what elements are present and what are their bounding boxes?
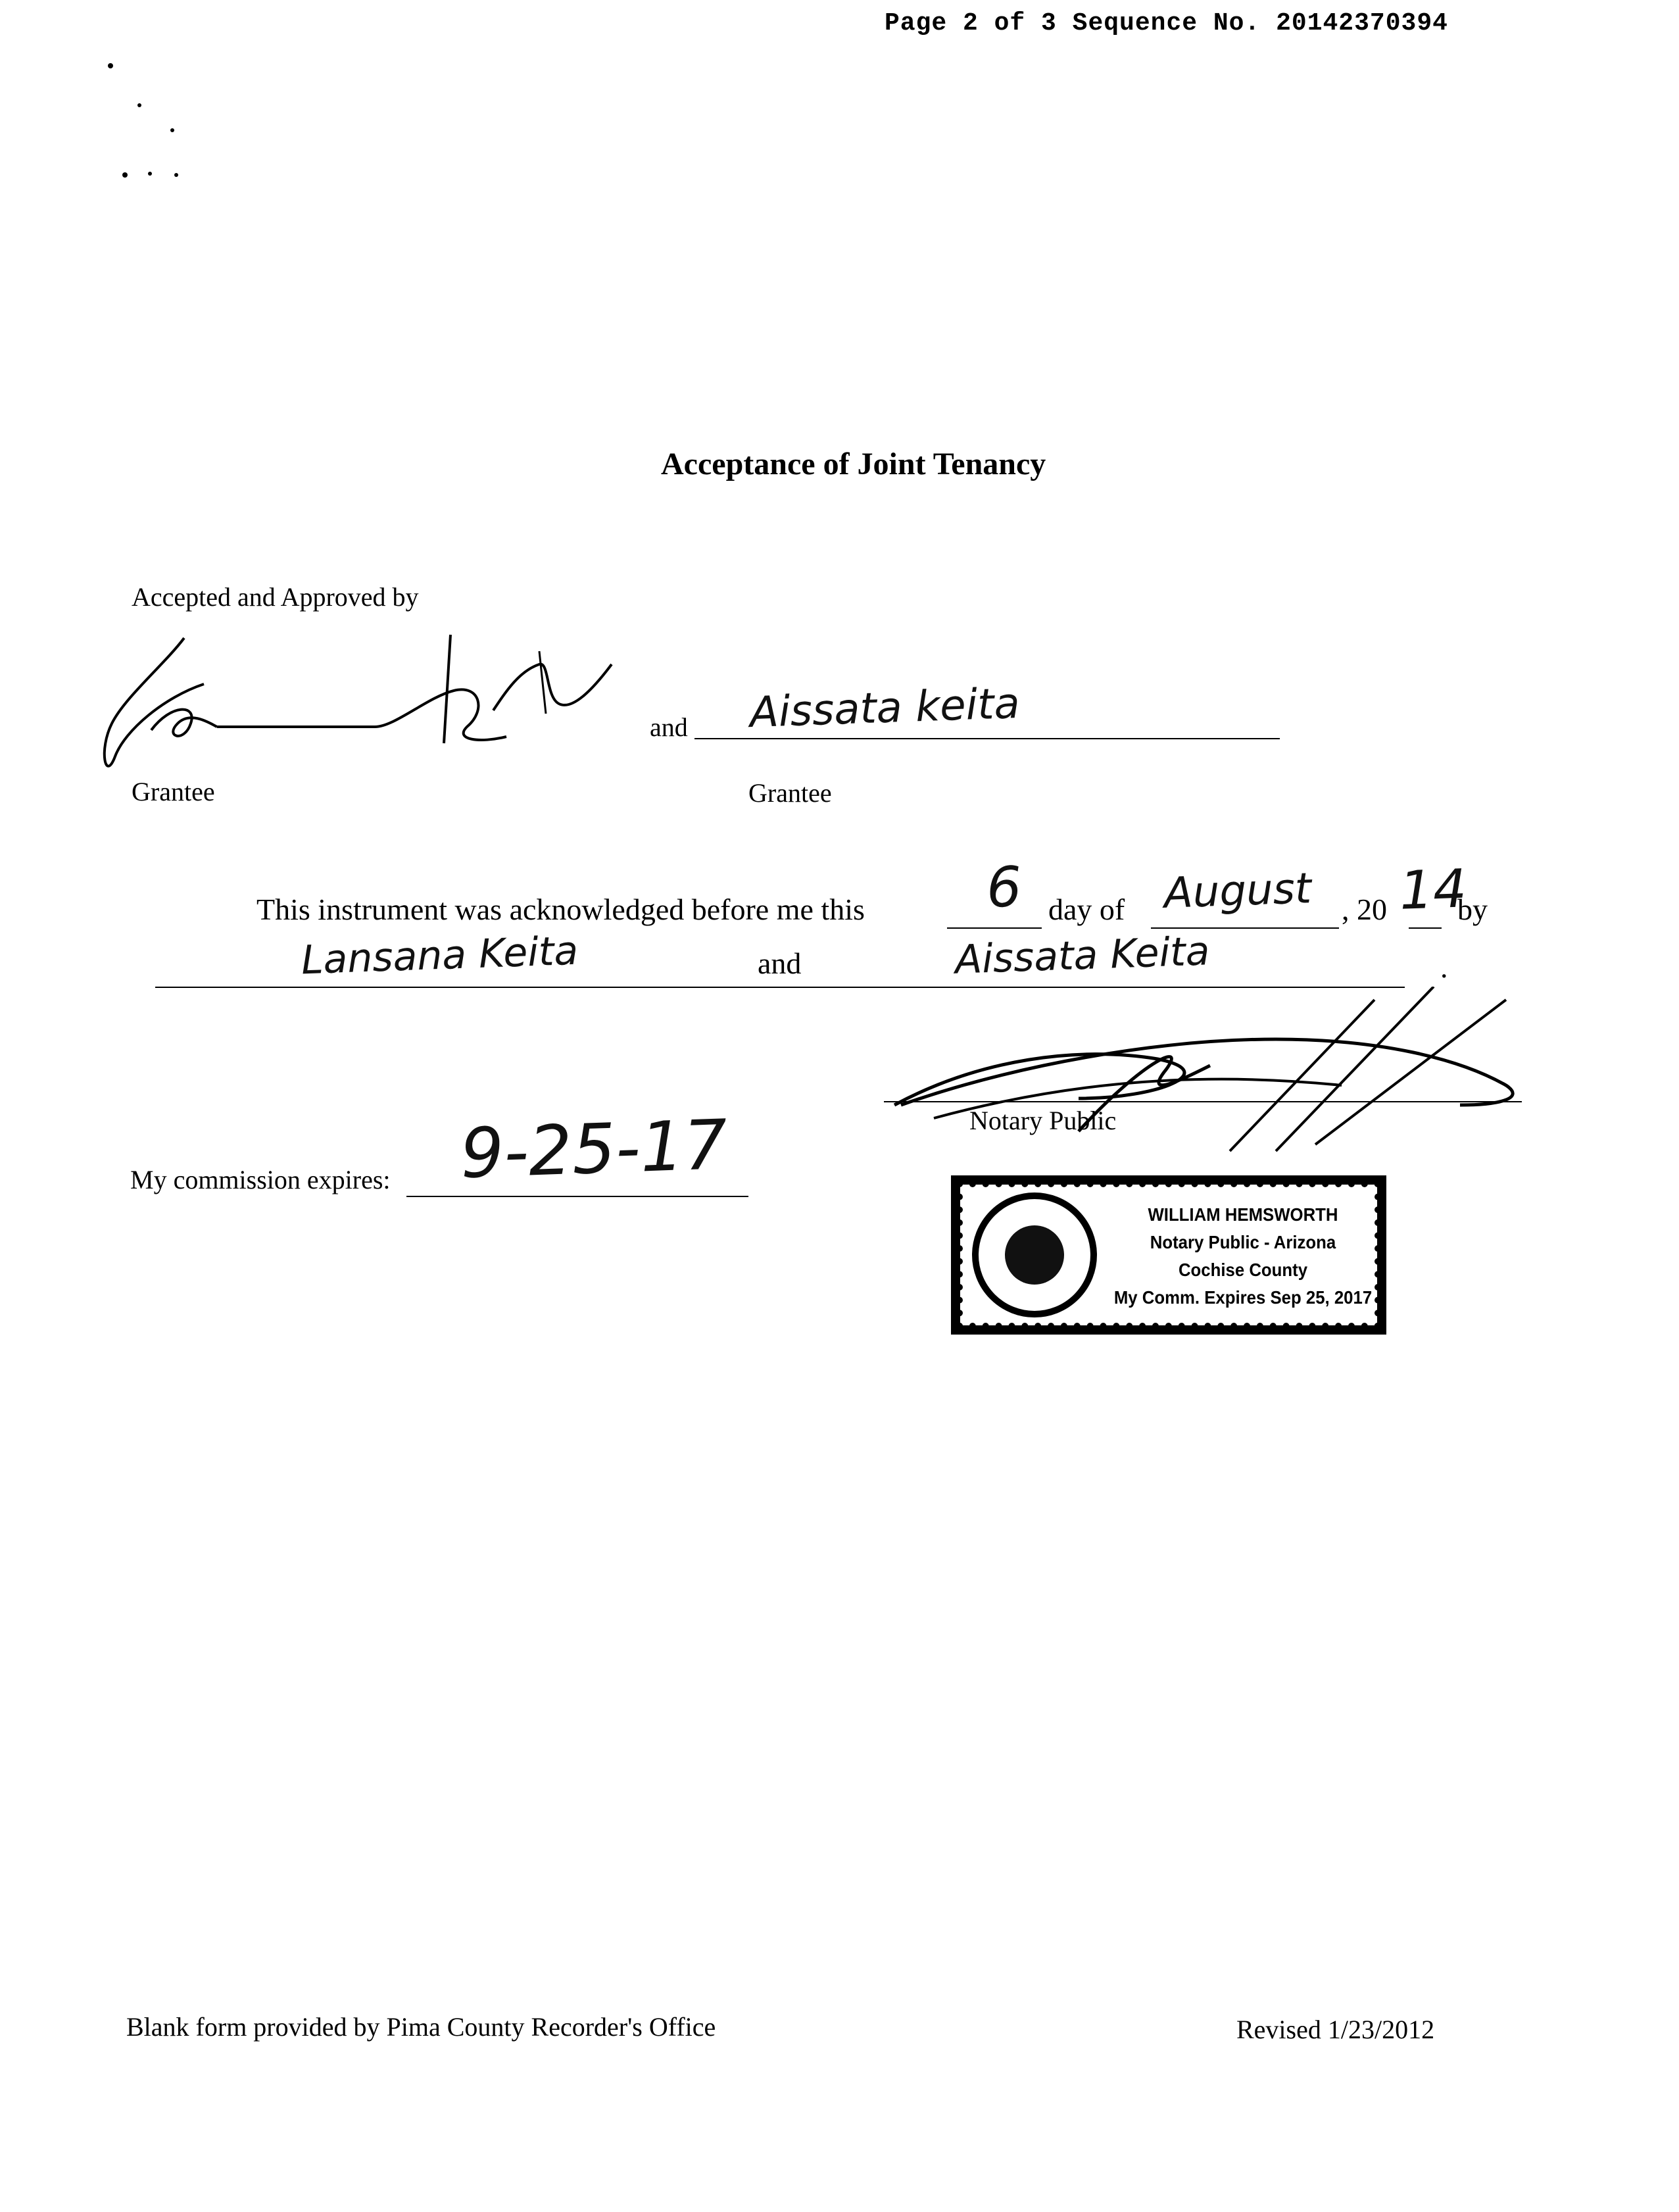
stamp-notary-name: WILLIAM HEMSWORTH [1148, 1204, 1338, 1225]
name-2-value: Aissata Keita [954, 928, 1211, 983]
name-period: . [1440, 950, 1448, 984]
footer-revised: Revised 1/23/2012 [1236, 2015, 1435, 2044]
arizona-state-seal-icon [972, 1192, 1097, 1317]
by-label: by [1457, 893, 1488, 926]
footer-provider: Blank form provided by Pima County Recorder's Office [126, 2012, 716, 2042]
stamp-county: Cochise County [1178, 1260, 1308, 1280]
month-line [1151, 927, 1339, 929]
year-prefix: , 20 [1342, 893, 1387, 926]
notary-signature-line [884, 1101, 1522, 1102]
grantee-2-signature: Aissata keita [748, 679, 1021, 738]
commission-date-value: 9-25-17 [458, 1104, 729, 1194]
and-conjunction-2: and [758, 946, 802, 980]
notary-public-label: Notary Public [969, 1106, 1117, 1135]
year-line [1409, 927, 1442, 929]
year-suffix: 14 [1398, 858, 1468, 922]
acknowledgment-text: This instrument was acknowledged before me this [256, 893, 865, 926]
document-title: Acceptance of Joint Tenancy [661, 447, 1046, 481]
grantee-2-signature-line [694, 738, 1280, 739]
grantee-label-1: Grantee [132, 777, 215, 806]
stamp-expiration: My Comm. Expires Sep 25, 2017 [1113, 1287, 1373, 1308]
notary-stamp [942, 1166, 1396, 1344]
month-value: August [1163, 864, 1313, 918]
stamp-notary-title: Notary Public - Arizona [1150, 1232, 1336, 1252]
day-of-label: day of [1048, 893, 1125, 926]
commission-date-line [406, 1196, 748, 1197]
name-1-value: Lansana Keita [300, 927, 579, 984]
day-value: 6 [985, 854, 1023, 920]
accepted-approved-label: Accepted and Approved by [132, 582, 419, 612]
and-conjunction-1: and [650, 712, 688, 742]
scan-specks [99, 53, 230, 204]
day-line [947, 927, 1042, 929]
notary-signature [881, 987, 1539, 1177]
grantee-label-2: Grantee [748, 778, 832, 808]
page-sequence-header: Page 2 of 3 Sequence No. 20142370394 [885, 9, 1448, 37]
commission-expires-label: My commission expires: [130, 1165, 391, 1194]
seal-center [1005, 1225, 1064, 1285]
